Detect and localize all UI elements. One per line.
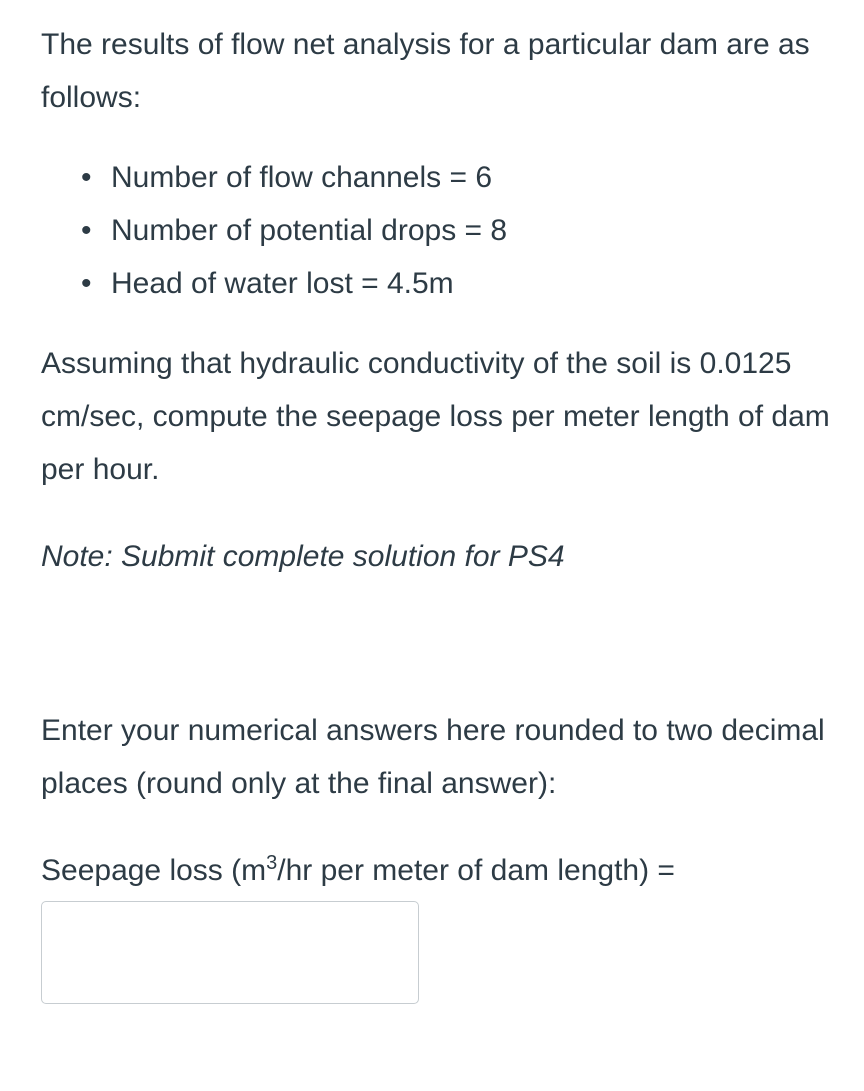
answer-label-superscript: 3 bbox=[266, 852, 278, 874]
answer-label bbox=[41, 844, 841, 897]
question-note: Note: Submit complete solution for PS4 bbox=[41, 540, 565, 573]
question-task: Assuming that hydraulic conductivity of the soil is 0.0125 cm/sec, compute the seepage loss per meter length of dam per hour. bbox=[41, 347, 830, 486]
list-item: • Head of water lost = 4.5m bbox=[81, 257, 841, 310]
answer-instruction: Enter your numerical answers here rounded to two decimal places (round only at the final answer): bbox=[41, 714, 825, 800]
question-intro: The results of flow net analysis for a particular dam are as follows: bbox=[41, 28, 810, 114]
seepage-loss-input[interactable] bbox=[41, 901, 419, 1004]
list-item: • Number of potential drops = 8 bbox=[81, 204, 841, 257]
list-item: • Number of flow channels = 6 bbox=[81, 151, 841, 204]
answer-label-prefix: Seepage loss (m bbox=[41, 854, 267, 887]
question-content bbox=[41, 18, 841, 1004]
flow-net-results-list bbox=[41, 151, 841, 310]
answer-label-suffix: /hr per meter of dam length) = bbox=[277, 854, 675, 887]
